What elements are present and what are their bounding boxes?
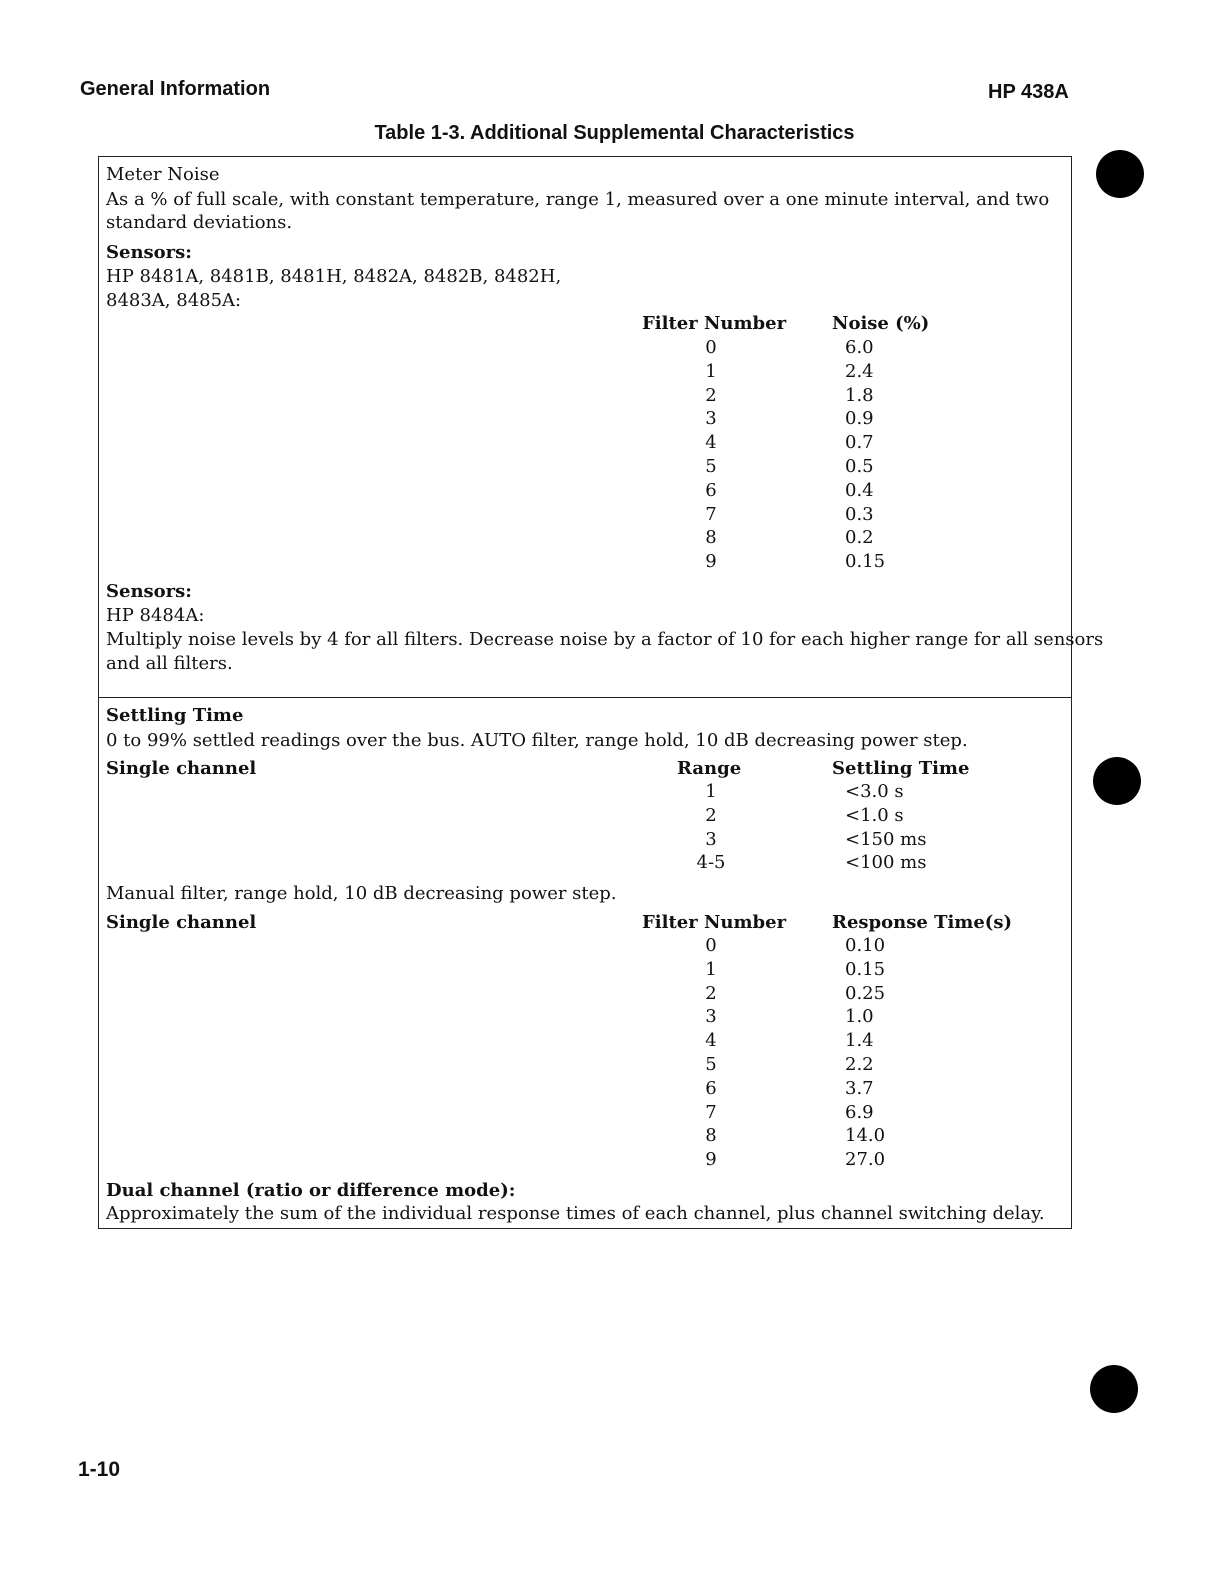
sensors-list-line1: HP 8481A, 8481B, 8481H, 8482A, 8482B, 8482H, <box>106 266 562 287</box>
table-cell-filter: 0 <box>705 337 717 358</box>
meter-noise-desc-line1: As a % of full scale, with constant temperature, range 1, measured over a one minute interval, and two <box>106 189 1050 210</box>
table-cell-filter: 2 <box>705 982 717 1004</box>
table-cell-filter: 7 <box>705 1101 717 1123</box>
table-cell-filter: 0 <box>705 935 717 956</box>
table-cell-time: 1.4 <box>845 1030 874 1052</box>
table-cell-time: <3.0 s <box>845 781 904 802</box>
table-cell-filter: 3 <box>705 1006 717 1028</box>
table-cell-filter: 9 <box>705 1149 717 1171</box>
table-cell-filter: 7 <box>705 503 717 525</box>
col-header-filter-number: Filter Number <box>642 313 787 334</box>
sensors2-label: Sensors: <box>106 581 192 602</box>
table-cell-filter: 5 <box>705 1054 717 1075</box>
table-cell-time: 3.7 <box>845 1077 874 1099</box>
col-header-noise: Noise (%) <box>832 313 930 334</box>
punch-hole <box>1090 1365 1138 1413</box>
section-header: General Information <box>80 78 271 100</box>
sensors-list-line2: 8483A, 8485A: <box>106 290 242 311</box>
table-cell-range: 3 <box>705 828 717 850</box>
table-cell-filter: 3 <box>705 408 717 430</box>
sensors2-model: HP 8484A: <box>106 605 205 626</box>
col-header-settling-time: Settling Time <box>832 758 970 779</box>
table-cell-time: 6.9 <box>845 1101 874 1123</box>
table-cell-noise: 0.4 <box>845 479 874 501</box>
table-cell-time: <150 ms <box>845 828 927 850</box>
table-cell-noise: 0.9 <box>845 408 874 430</box>
table-cell-filter: 9 <box>705 551 717 573</box>
manual-filter-desc: Manual filter, range hold, 10 dB decreasing power step. <box>106 883 617 904</box>
table-cell-range: 2 <box>705 804 717 826</box>
table-cell-filter: 4 <box>705 1030 717 1052</box>
model-header: HP 438A <box>988 81 1069 103</box>
col-header-response-time: Response Time(s) <box>832 912 1012 933</box>
table-cell-filter: 1 <box>705 958 717 980</box>
meter-noise-heading: Meter Noise <box>106 164 220 185</box>
table-cell-filter: 6 <box>705 1077 717 1099</box>
settling-time-heading: Settling Time <box>106 705 244 726</box>
page-number: 1-10 <box>78 1458 121 1481</box>
noise-note-line1: Multiply noise levels by 4 for all filters. Decrease noise by a factor of 10 for each higher range for all sensors <box>106 629 1104 650</box>
table-cell-time: 14.0 <box>845 1125 886 1147</box>
single-channel-label: Single channel <box>106 758 257 779</box>
table-cell-filter: 2 <box>705 384 717 406</box>
table-cell-noise: 0.5 <box>845 456 874 477</box>
punch-hole <box>1096 150 1144 198</box>
single-channel-label-2: Single channel <box>106 912 257 933</box>
table-cell-range: 4-5 <box>696 852 726 874</box>
table-cell-noise: 2.4 <box>845 360 874 382</box>
meter-noise-section <box>98 156 1072 698</box>
table-cell-range: 1 <box>705 781 717 802</box>
table-cell-time: 0.25 <box>845 982 886 1004</box>
table-cell-noise: 0.7 <box>845 432 874 454</box>
table-cell-time: 1.0 <box>845 1006 874 1028</box>
table-cell-noise: 6.0 <box>845 337 874 358</box>
table-cell-time: 2.2 <box>845 1054 874 1075</box>
table-cell-time: 0.10 <box>845 935 886 956</box>
table-title: Table 1-3. Additional Supplemental Characteristics <box>374 122 855 144</box>
sensors-label: Sensors: <box>106 242 192 263</box>
dual-channel-label: Dual channel (ratio or difference mode): <box>106 1180 516 1201</box>
col-header-filter-number-2: Filter Number <box>642 912 787 933</box>
table-cell-noise: 0.15 <box>845 551 886 573</box>
meter-noise-desc-line2: standard deviations. <box>106 212 293 233</box>
table-cell-filter: 4 <box>705 432 717 454</box>
table-cell-noise: 0.3 <box>845 503 874 525</box>
punch-hole <box>1093 757 1141 805</box>
table-cell-noise: 0.2 <box>845 527 874 549</box>
table-cell-filter: 5 <box>705 456 717 477</box>
table-cell-noise: 1.8 <box>845 384 874 406</box>
table-cell-time: <1.0 s <box>845 804 904 826</box>
dual-channel-desc: Approximately the sum of the individual response times of each channel, plus channel switching delay. <box>106 1203 1045 1224</box>
settling-time-desc: 0 to 99% settled readings over the bus. AUTO filter, range hold, 10 dB decreasing power step. <box>106 730 968 751</box>
table-cell-filter: 8 <box>705 527 717 549</box>
table-cell-time: 0.15 <box>845 958 886 980</box>
table-cell-filter: 6 <box>705 479 717 501</box>
table-cell-time: 27.0 <box>845 1149 886 1171</box>
noise-note-line2: and all filters. <box>106 653 233 674</box>
table-cell-time: <100 ms <box>845 852 927 874</box>
table-cell-filter: 8 <box>705 1125 717 1147</box>
col-header-range: Range <box>677 758 742 779</box>
table-cell-filter: 1 <box>705 360 717 382</box>
